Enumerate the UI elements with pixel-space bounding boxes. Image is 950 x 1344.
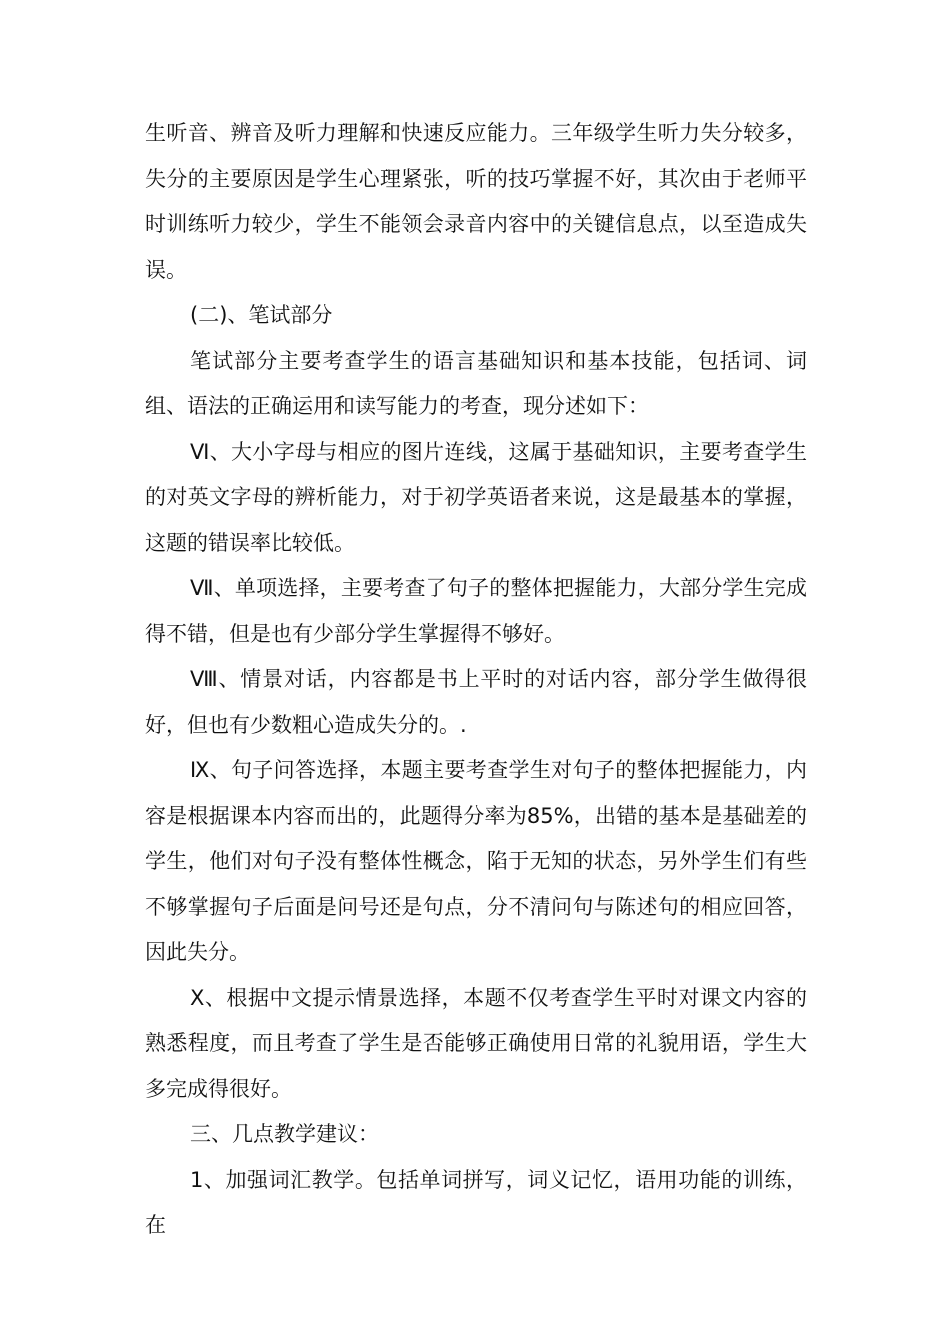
paragraph-item-ix: Ⅸ、句子问答选择，本题主要考查学生对句子的整体把握能力，内容是根据课本内容而出的，此题得分率为85%，出错的基本是基础差的学生，他们对句子没有整体性概念，陷于无知的状态，另外学生们有些不够掌握句子后面是问号还是句点，分不清问句与陈述句的相应回答，因此失分。 — [145, 758, 807, 964]
paragraph-item-vii: Ⅶ、单项选择，主要考查了句子的整体把握能力，大部分学生完成得不错，但是也有少部分学生掌握得不够好。 — [145, 576, 807, 646]
paragraph-item-x: Ⅹ、根据中文提示情景选择，本题不仅考查学生平时对课文内容的熟悉程度，而且考查了学生是否能够正确使用日常的礼貌用语，学生大多完成得很好。 — [145, 985, 807, 1101]
paragraph-suggestion-1: 1、加强词汇教学。包括单词拼写，词义记忆，语用功能的训练，在 — [145, 1167, 807, 1237]
paragraph-item-viii: Ⅷ、情景对话，内容都是书上平时的对话内容，部分学生做得很好，但也有少数粗心造成失分的。. — [145, 667, 807, 737]
paragraph-item-vi: Ⅵ、大小字母与相应的图片连线，这属于基础知识，主要考查学生的对英文字母的辨析能力，对于初学英语者来说，这是最基本的掌握，这题的错误率比较低。 — [145, 439, 807, 555]
paragraph-written-overview: 笔试部分主要考查学生的语言基础知识和基本技能，包括词、词组、语法的正确运用和读写能力的考查，现分述如下： — [145, 348, 807, 418]
paragraph-listening-analysis: 生听音、辨音及听力理解和快速反应能力。三年级学生听力失分较多，失分的主要原因是学生心理紧张，听的技巧掌握不好，其次由于老师平时训练听力较少，学生不能领会录音内容中的关键信息点，以至造成失误。 — [145, 121, 807, 282]
section-heading-teaching-suggestions: 三、几点教学建议： — [190, 1122, 379, 1146]
document-body — [145, 111, 807, 1249]
section-heading-written-part: (二)、笔试部分 — [190, 303, 333, 327]
